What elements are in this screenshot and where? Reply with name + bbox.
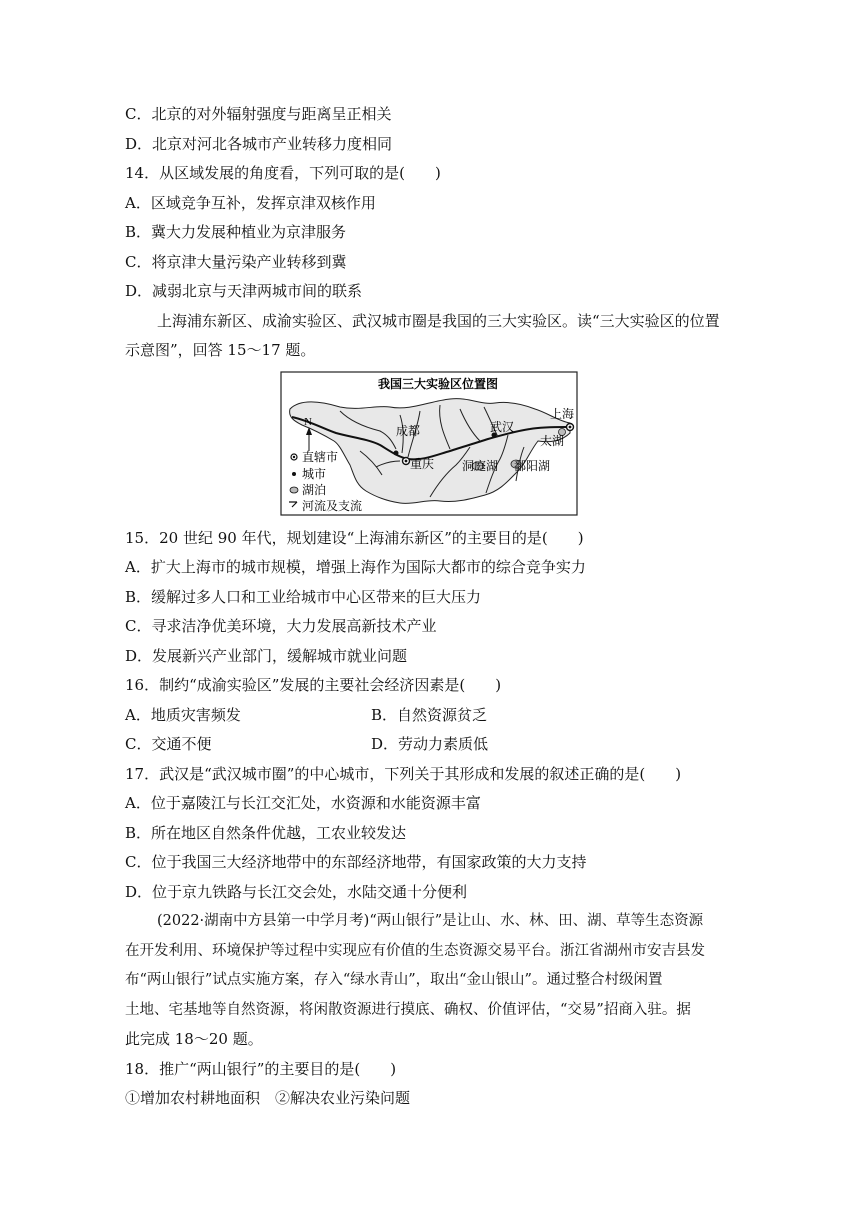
q17-option-d: D．位于京九铁路与长江交会处，水陆交通十分便利 (125, 883, 468, 901)
map-label-poyanghu: 鄱阳湖 (514, 459, 551, 473)
q16-option-c: C．交通不便 (125, 735, 212, 753)
intro1-line2: 示意图”，回答 15～17 题。 (125, 341, 316, 359)
q18-stem: 18．推广“两山银行”的主要目的是( ) (125, 1060, 397, 1078)
map-north-label: N (304, 416, 312, 428)
map-label-wuhan: 武汉 (490, 420, 515, 434)
q13-option-c: C．北京的对外辐射强度与距离呈正相关 (125, 105, 392, 123)
intro2-line1: (2022·湖南中方县第一中学月考)“两山银行”是让山、水、林、田、湖、草等生态资源 (157, 913, 704, 929)
legend-city-icon (292, 472, 296, 476)
q16-stem: 16．制约“成渝实验区”发展的主要社会经济因素是( ) (125, 676, 502, 694)
intro1-line1: 上海浦东新区、成渝实验区、武汉城市圈是我国的三大实验区。读“三大实验区的位置 (157, 312, 720, 330)
q14-option-b: B．冀大力发展种植业为京津服务 (125, 223, 347, 241)
map-label-chongqing: 重庆 (410, 457, 435, 471)
q16-options-ab (125, 705, 488, 725)
legend-river-label: 河流及支流 (302, 499, 363, 513)
intro2-line5: 此完成 18～20 题。 (125, 1030, 263, 1048)
q15-option-d: D．发展新兴产业部门，缓解城市就业问题 (125, 647, 408, 665)
map-label-dongtinghu: 洞庭湖 (462, 459, 499, 473)
intro2-line4: 土地、宅基地等自然资源，将闲散资源进行摸底、确权、价值评估，“交易”招商入驻。据 (125, 1002, 691, 1018)
q17-option-b: B．所在地区自然条件优越，工农业较发达 (125, 824, 407, 842)
q16-option-d: D．劳动力素质低 (371, 735, 489, 753)
q16-option-b: B．自然资源贫乏 (371, 706, 488, 724)
q15-option-b: B．缓解过多人口和工业给城市中心区带来的巨大压力 (125, 588, 482, 606)
legend-municipality-label: 直辖市 (302, 450, 339, 464)
q17-option-c: C．位于我国三大经济地带中的东部经济地带，有国家政策的大力支持 (125, 853, 587, 871)
q16-option-a: A．地质灾害频发 (125, 706, 241, 724)
legend-lake-icon (290, 487, 298, 493)
q14-stem: 14．从区域发展的角度看，下列可取的是( ) (125, 164, 441, 182)
intro2-line2: 在开发利用、环境保护等过程中实现应有价值的生态资源交易平台。浙江省湖州市安吉县发 (125, 943, 705, 959)
q14-option-a: A．区域竞争互补，发挥京津双核作用 (125, 194, 376, 212)
q17-option-a: A．位于嘉陵江与长江交汇处，水资源和水能资源丰富 (125, 794, 481, 812)
legend-lake-label: 湖泊 (302, 483, 327, 497)
intro2-line3: 布“两山银行”试点实施方案，存入“绿水青山”，取出“金山银山”。通过整合村级闲置 (125, 972, 663, 988)
map-label-taihu: 太湖 (540, 434, 565, 448)
experiment-zones-map (280, 371, 578, 516)
q14-option-c: C．将京津大量污染产业转移到冀 (125, 253, 347, 271)
map-label-shanghai: 上海 (550, 407, 575, 421)
q18-options: ①增加农村耕地面积 ②解决农业污染问题 (125, 1089, 411, 1107)
q15-option-a: A．扩大上海市的城市规模，增强上海作为国际大都市的综合竞争实力 (125, 558, 586, 576)
q15-option-c: C．寻求洁净优美环境，大力发展高新技术产业 (125, 617, 437, 635)
map-title: 我国三大实验区位置图 (378, 377, 499, 391)
legend-city-label: 城市 (302, 467, 327, 481)
q17-stem: 17．武汉是“武汉城市圈”的中心城市，下列关于其形成和发展的叙述正确的是( ) (125, 765, 682, 783)
q14-option-d: D．减弱北京与天津两城市间的联系 (125, 282, 363, 300)
q13-option-d: D．北京对河北各城市产业转移力度相同 (125, 135, 393, 153)
map-label-chengdu: 成都 (396, 424, 421, 438)
chengdu-marker-icon (394, 451, 399, 456)
q16-options-cd (125, 734, 489, 754)
q15-stem: 15．20 世纪 90 年代，规划建设“上海浦东新区”的主要目的是( ) (125, 529, 584, 547)
